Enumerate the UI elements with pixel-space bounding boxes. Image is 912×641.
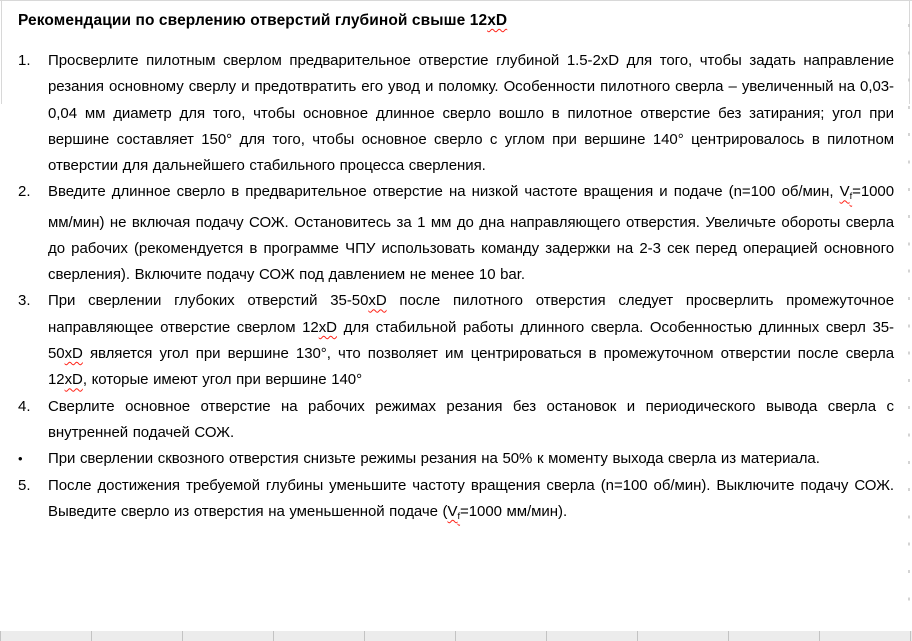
list-item-text[interactable]: Сверлите основное отверстие на рабочих режимах резания без остановок и периодического вывода сверла с внутренней подачей СОЖ. xyxy=(48,397,894,441)
list-item-text[interactable]: Введите длинное сверло в предварительное отверстие на низкой частоте вращения и подаче (n=100 об/мин, $V_f=1000$ мм/мин) не включая подачу СОЖ. Остановитесь за 1 мм до дна направляющего отверстия. Увеличьте обороты сверла до рабочих (рекомендуется в программе ЧПУ использовать команду задержки на 2-3 сек перед операцией основного сверления). Включите подачу СОЖ под давлением не менее 10 bar. xyxy=(48,183,894,284)
list-item xyxy=(18,179,894,288)
list-item-marker: 3. xyxy=(18,292,31,310)
list-item xyxy=(18,446,894,472)
list-item-text[interactable]: После достижения требуемой глубины уменьшите частоту вращения сверла (n=100 об/мин). Выключите подачу СОЖ. Выведите сверло из отверстия на уменьшенной подаче ($V_f=1000$ мм/мин). xyxy=(48,476,894,521)
document-page xyxy=(18,8,894,529)
list-item-marker: 1. xyxy=(18,52,31,69)
page-border-left xyxy=(1,0,2,104)
list-item-marker: 4. xyxy=(18,397,31,415)
recommendations-list xyxy=(18,48,894,529)
bottom-ruler-strip xyxy=(0,631,912,641)
list-item-text[interactable]: Просверлите пилотным сверлом предварительное отверстие глубиной 1.5-2xD для того, чтобы задать направление резания основному сверлу и предотвратить его увод и поломку. Особенности пилотного сверла – увеличенный на 0,03-0,04 мм диаметр для того, чтобы основное длинное сверло вошло в пилотное отверстие без затирания; угол при вершине составляет 150° для того, чтобы основное сверло с углом при вершине 140° центрировалось в пилотном отверстии для дальнейшего стабильного процесса сверления. xyxy=(48,52,894,175)
document-title[interactable]: Рекомендации по сверлению отверстий глубиной свыше 12xD xyxy=(18,12,508,29)
list-item xyxy=(18,48,894,179)
list-item-marker: 2. xyxy=(18,183,31,201)
list-item xyxy=(18,473,894,529)
list-item-marker: • xyxy=(18,451,23,467)
right-edge-change-marks xyxy=(908,24,910,616)
list-item-marker: 5. xyxy=(18,476,31,494)
page-border-top xyxy=(0,0,912,1)
list-item xyxy=(18,288,894,393)
list-item-text[interactable]: При сверлении сквозного отверстия снизьте режимы резания на 50% к моменту выхода сверла из материала. xyxy=(48,450,820,468)
list-item xyxy=(18,394,894,447)
list-item-text[interactable]: При сверлении глубоких отверстий 35-50xD после пилотного отверстия следует просверлить промежуточное направляющее отверстие сверлом 12xD для стабильной работы длинного сверла. Особенностью длинных сверл 35-50xD является угол при вершине 130°, что позволяет им центрироваться в промежуточном отверстии после сверла 12xD, которые имеют угол при вершине 140° xyxy=(48,292,895,389)
